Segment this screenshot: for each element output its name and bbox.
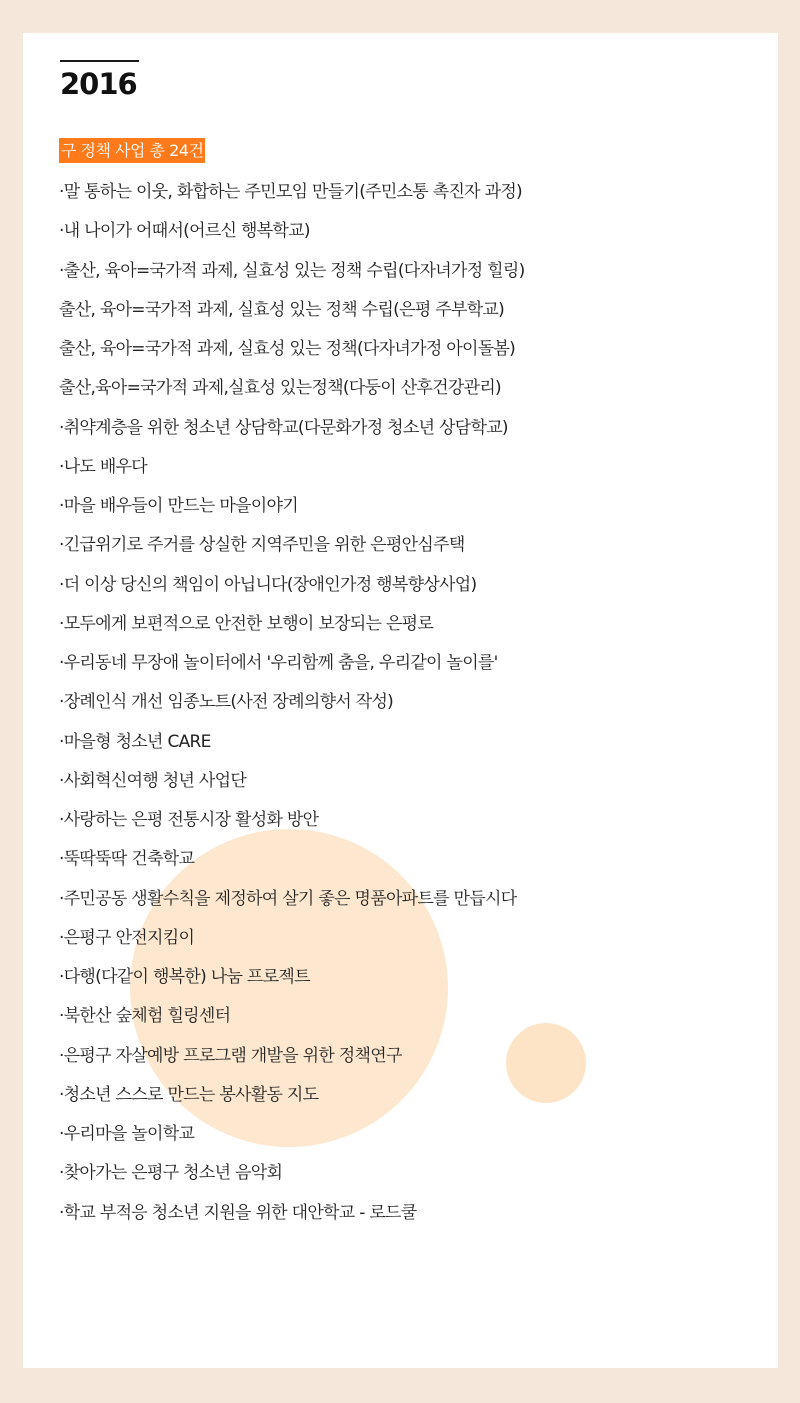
project-item: ·다행(다같이 행복한) 나눔 프로젝트 (59, 967, 310, 987)
project-item: ·은평구 안전지킴이 (59, 927, 195, 948)
project-item: ·학교 부적응 청소년 지원을 위한 대안학교 - 로드쿨 (59, 1202, 417, 1223)
project-item: ·우리동네 무장애 놀이터에서 '우리함께 춤을, 우리같이 놀이를' (59, 653, 498, 673)
project-item: ·마을 배우들이 만드는 마을이야기 (59, 496, 298, 516)
project-item: ·출산, 육아=국가적 과제, 실효성 있는 정책 수립(다자녀가정 힐링) (59, 260, 525, 281)
project-item: ·나도 배우다 (59, 456, 148, 477)
project-item: 출산, 육아=국가적 과제, 실효성 있는 정책(다자녀가정 아이돌봄) (59, 339, 516, 359)
project-item: 출산, 육아=국가적 과제, 실효성 있는 정책 수립(은평 주부학교) (59, 299, 505, 320)
year-heading: 2016 (60, 67, 137, 101)
project-item: ·우리마을 놀이학교 (59, 1124, 195, 1144)
project-item: ·장례인식 개선 임종노트(사전 장례의향서 작성) (59, 692, 394, 713)
project-item: ·찾아가는 은평구 청소년 음악회 (59, 1163, 283, 1184)
project-item: ·은평구 자살예방 프로그램 개발을 위한 정책연구 (59, 1045, 402, 1066)
project-item: ·말 통하는 이웃, 화합하는 주민모임 만들기(주민소통 촉진자 과정) (59, 182, 522, 202)
year-divider (60, 60, 139, 62)
project-item: ·청소년 스스로 만드는 봉사활동 지도 (59, 1084, 319, 1105)
project-item: ·모두에게 보편적으로 안전한 보행이 보장되는 은평로 (59, 613, 434, 634)
project-item: ·뚝딱뚝딱 건축학교 (59, 849, 195, 870)
project-item: ·사랑하는 은평 전통시장 활성화 방안 (59, 810, 319, 830)
project-item: ·사회혁신여행 청년 사업단 (59, 770, 247, 791)
project-list (59, 173, 525, 1233)
project-item: ·북한산 숲체험 힐링센터 (59, 1006, 231, 1027)
content-card (23, 33, 778, 1368)
project-count-highlight: 구 정책 사업 총 24건 (59, 138, 205, 163)
project-item: ·더 이상 당신의 책임이 아닙니다(장애인가정 행복향상사업) (59, 574, 477, 595)
project-item: ·마을형 청소년 CARE (59, 731, 211, 752)
project-item: ·취약계층을 위한 청소년 상담학교(다문화가정 청소년 상담학교) (59, 417, 508, 438)
project-item: ·주민공동 생활수칙을 제정하여 살기 좋은 명품아파트를 만듭시다 (59, 888, 517, 909)
project-item: ·내 나이가 어때서(어르신 행복학교) (59, 221, 310, 242)
project-item: ·긴급위기로 주거를 상실한 지역주민을 위한 은평안심주택 (59, 535, 465, 556)
project-item: 출산,육아=국가적 과제,실효성 있는정책(다둥이 산후건강관리) (59, 378, 501, 399)
